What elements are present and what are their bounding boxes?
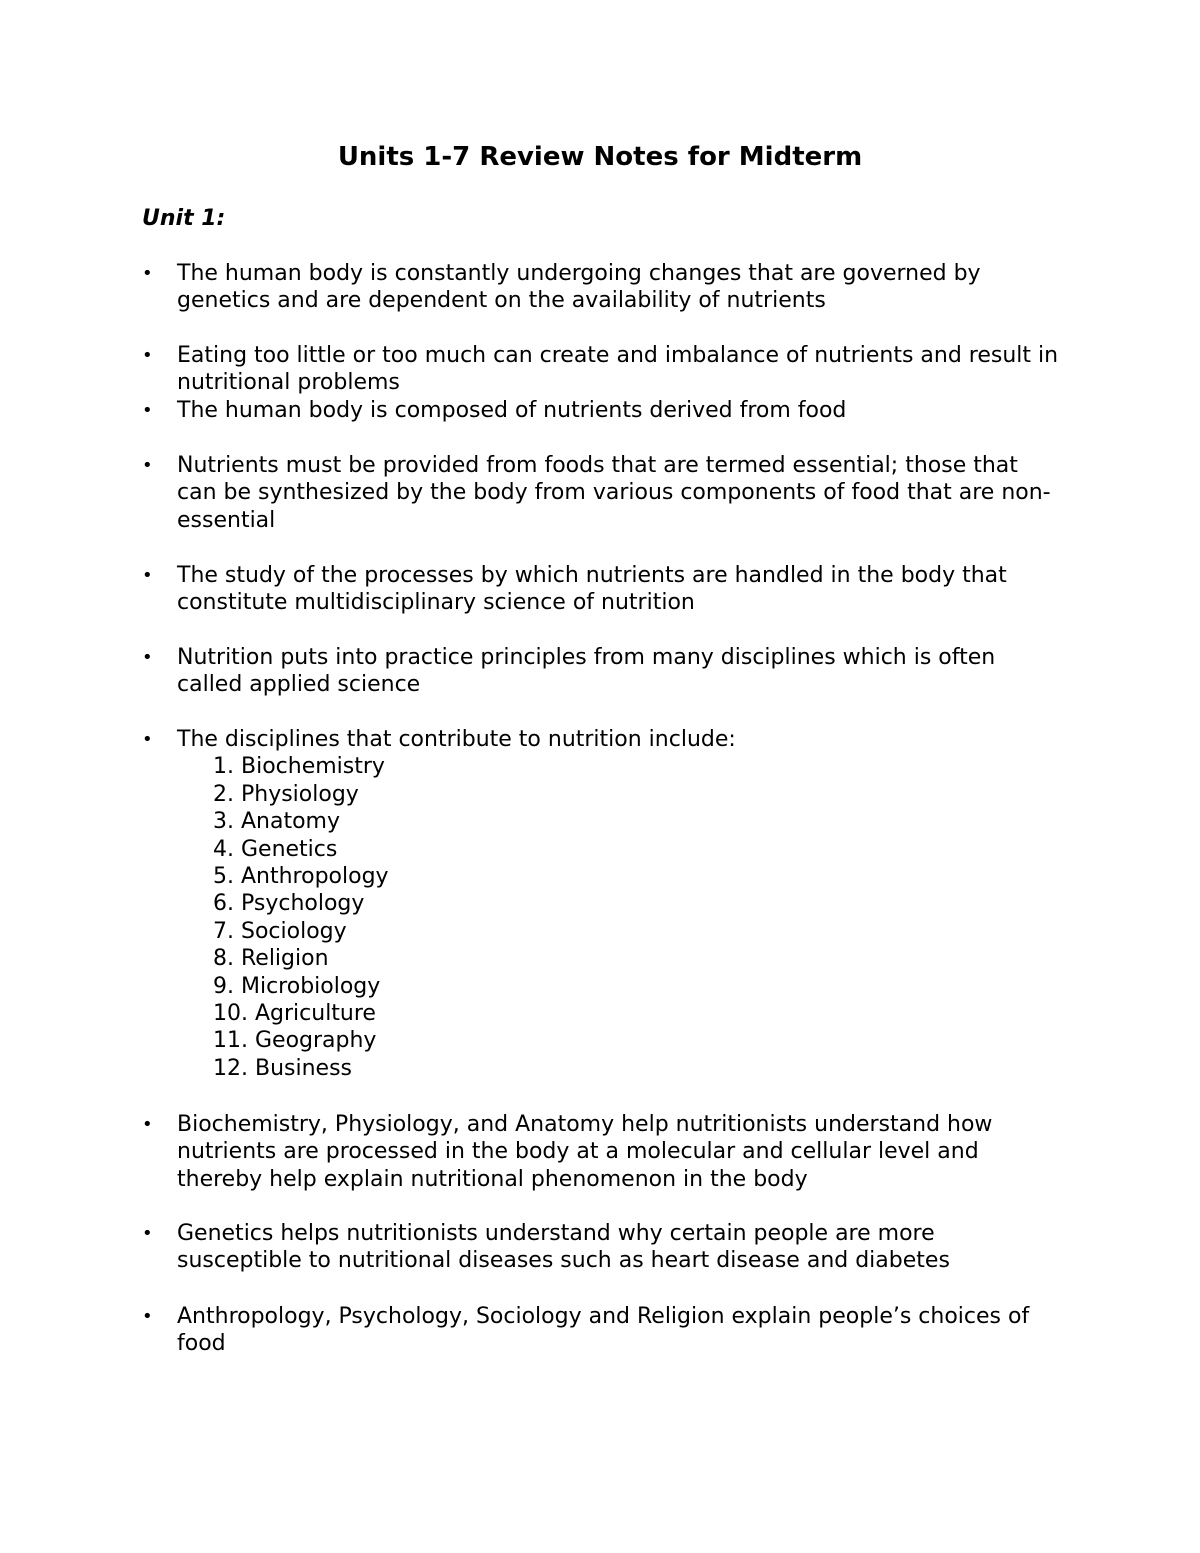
list-item: 5. Anthropology (213, 864, 389, 890)
list-item: 10. Agriculture (213, 1001, 376, 1027)
bullet-item (142, 397, 1062, 424)
bullet-icon: • (142, 345, 153, 366)
bullet-icon: • (142, 455, 153, 476)
bullet-icon: • (142, 1306, 153, 1327)
list-item: 9. Microbiology (213, 973, 381, 999)
bullet-icon: • (142, 263, 153, 284)
bullet-text: The disciplines that contribute to nutrition include: (177, 727, 736, 752)
list-item: 11. Geography (213, 1028, 377, 1054)
bullet-icon: • (142, 565, 153, 586)
bullet-item (142, 452, 1062, 534)
bullet-text: Eating too little or too much can create and imbalance of nutrients and result in nutritional problems (177, 343, 1059, 396)
bullet-icon: • (142, 729, 153, 750)
bullet-icon: • (142, 647, 153, 668)
bullet-text: Biochemistry, Physiology, and Anatomy help nutritionists understand how nutrients are processed in the body at a molecular and cellular level and thereby help explain nutritional phenomenon in the body (177, 1112, 993, 1192)
bullet-text: Anthropology, Psychology, Sociology and Religion explain people’s choices of food (177, 1304, 1030, 1357)
bullet-item (142, 342, 1062, 397)
document-title: Units 1-7 Review Notes for Midterm (337, 142, 863, 172)
list-item: 8. Religion (213, 946, 329, 972)
bullet-item (142, 726, 1062, 1082)
list-item: 12. Business (213, 1055, 352, 1081)
unit-heading: Unit 1: (142, 206, 226, 231)
bullet-item (142, 1220, 1062, 1275)
bullet-text: The study of the processes by which nutrients are handled in the body that constitute multidisciplinary science of nutrition (177, 563, 1007, 616)
disciplines-list (213, 753, 1062, 1082)
list-item: 1. Biochemistry (213, 754, 385, 780)
bullet-item (142, 1303, 1062, 1358)
bullet-item (142, 562, 1062, 617)
bullet-text: The human body is constantly undergoing changes that are governed by genetics and are dependent on the availability of nutrients (177, 261, 981, 314)
list-item: 3. Anatomy (213, 809, 340, 835)
bullet-item (142, 644, 1062, 699)
bullet-text: Nutrition puts into practice principles from many disciplines which is often called applied science (177, 645, 996, 698)
bullet-text: Nutrients must be provided from foods that are termed essential; those that can be synthesized by the body from various components of food that are non-essential (177, 453, 1051, 533)
list-item: 7. Sociology (213, 918, 347, 944)
bullet-icon: • (142, 400, 153, 421)
bullet-text: Genetics helps nutritionists understand why certain people are more susceptible to nutritional diseases such as heart disease and diabetes (177, 1221, 950, 1274)
list-item: 2. Physiology (213, 781, 359, 807)
bullet-text: The human body is composed of nutrients derived from food (177, 398, 847, 423)
bullet-item (142, 1111, 1062, 1193)
bullet-icon: • (142, 1223, 153, 1244)
list-item: 6. Psychology (213, 891, 365, 917)
list-item: 4. Genetics (213, 836, 338, 862)
bullet-icon: • (142, 1114, 153, 1135)
bullet-item (142, 260, 1062, 315)
